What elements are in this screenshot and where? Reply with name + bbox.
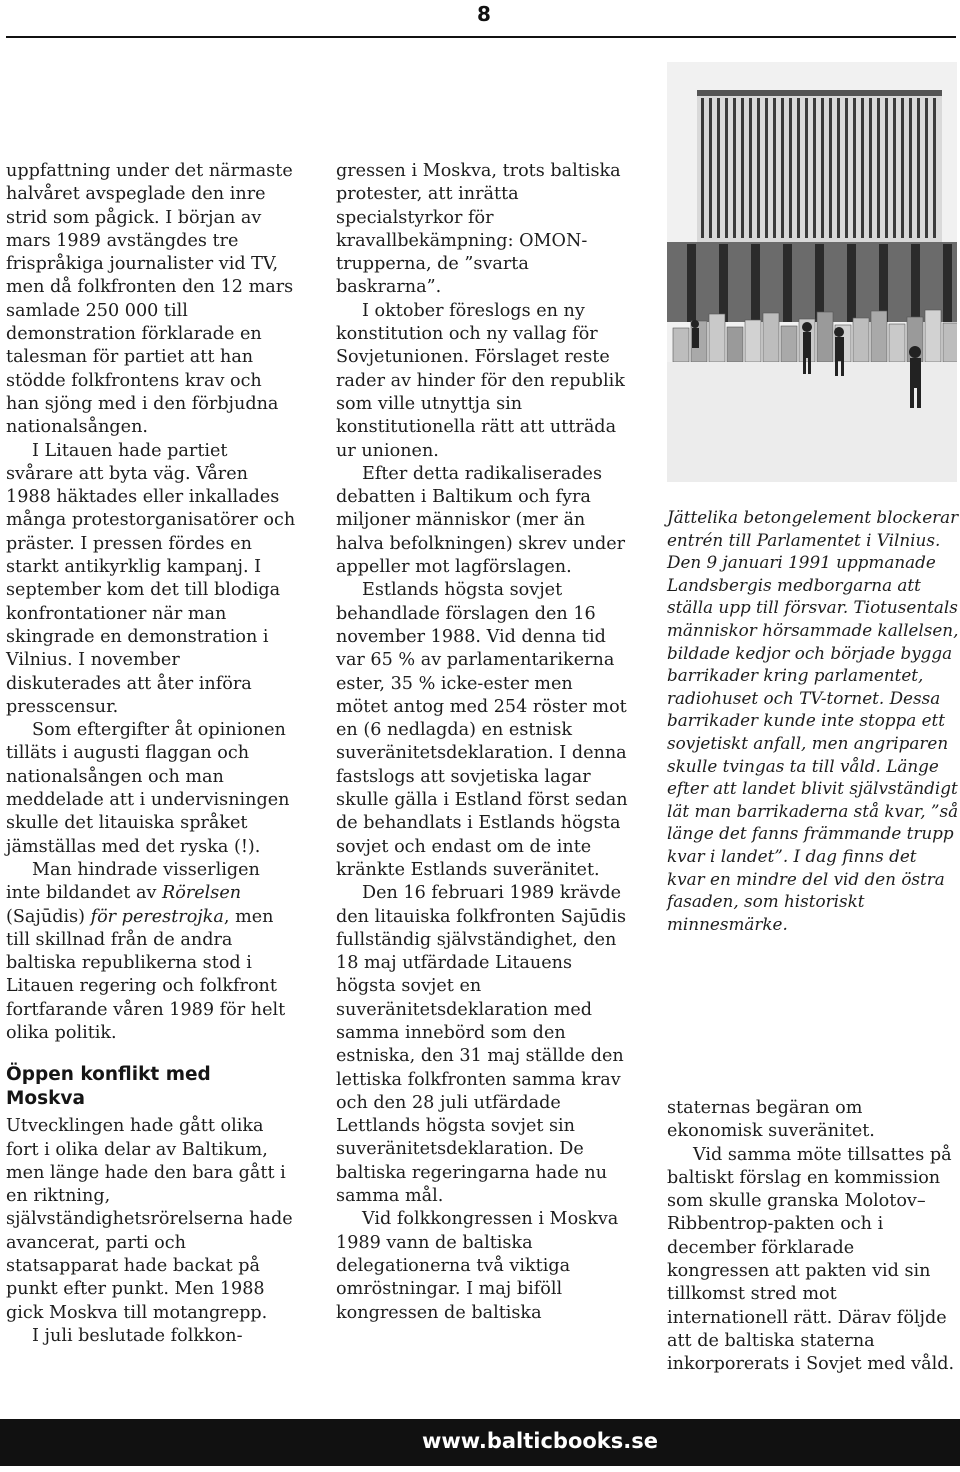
paragraph: I oktober föreslogs en ny konstitution och ny vallag för Sovjetunionen. Förslaget reste rader av hinder för den republik som ville utnyttja sin konstitutionella rätt att utträda ur unionen. [336, 300, 625, 461]
text-run: , men till skillnad från de andra baltiska republikerna stod i Litauen regering och folkfront fortfarande våren 1989 för helt olika politik. [6, 906, 286, 1043]
paragraph: Efter detta radikaliserades debatten i Baltikum och fyra miljoner människor (mer än halva befolkningen) skrev under appeller mot lagförslagen. [336, 463, 626, 578]
photo-caption: Jättelika betongelement blockerar entrén till Parlamentet i Vilnius. Den 9 januari 1991 uppmanade Landsbergis medborgarna att ställa upp till försvar. Tiotusentals människor hörsammade kallelsen, bildade kedjor och började bygga barrikader kring parlamentet, radiohuset och TV-tornet. Dessa barrikader kunde inte stoppa ett sovjetiskt anfall, men angriparen skulle tvingas ta till våld. Länge efter att landet blivit självständigt lät man barrikaderna stå kvar, ”så länge det fanns främmande trupp kvar i landet”. I dag finns det kvar en mindre del vid den östra fasaden, som historiskt minnesmärke. [667, 507, 959, 934]
top-rule [6, 36, 956, 38]
footer-url: www.balticbooks.se [422, 1429, 658, 1453]
paragraph: Som eftergifter åt opinionen tilläts i augusti flaggan och nationalsången och man meddelade att i undervisningen skulle det litauiska språket jämställas med det ryska (!). [6, 720, 290, 857]
text-column-3 [667, 1097, 957, 1377]
paragraph: staternas begäran om ekonomisk suveränitet. [667, 1098, 875, 1142]
paragraph: Utvecklingen hade gått olika fort i olika delar av Baltikum, men länge hade den bara gått i en riktning, självständighetsrörelserna hade avancerat, parti och statsapparat hade backat på punkt efter punkt. Men 1988 gick Moskva till motangrepp. [6, 1116, 293, 1323]
italic-term-rorelsen: Rörelsen [162, 883, 242, 904]
photo-parliament-barricades-icon [667, 62, 957, 482]
section-heading: Öppen konflikt med Moskva [6, 1064, 211, 1110]
paragraph: uppfattning under det närmaste halvåret avspeglade den inre strid som pågick. I början av mars 1989 avstängdes tre frispråkiga journalister vid TV, men då folkfronten den 12 mars samlade 250 000 till demonstration förklarade en talesman för partiet att han stödde folkfrontens krav och han sjöng med i den förbjudna nationalsången. [6, 161, 294, 438]
italic-term-perestrojka: för perestrojka [90, 906, 224, 927]
paragraph: Vid samma möte tillsattes på baltiskt förslag en kommission som skulle granska Molotov–Ribbentrop-pakten och i december förklarade kongressen att pakten vid sin tillkomst stred mot internationell rätt. Därav följde att de baltiska staterna inkorporerats i Sovjet med våld. [667, 1144, 955, 1375]
paragraph: Vid folkkongressen i Moskva 1989 vann de baltiska delegationerna två viktiga omröstningar. I maj biföll kongressen de baltiska [336, 1209, 619, 1323]
text-column-1 [6, 160, 296, 1348]
paragraph: Den 16 februari 1989 krävde den litauiska folkfronten Sajūdis fullständig självständighet, den 18 maj utfärdade Litauens högsta sovjet en suveränitetsdeklaration med samma innebörd som den estniska, den 31 maj ställde den lettiska folkfronten samma krav och den 28 juli utfärdade Lettlands högsta sovjet sin suveränitetsdeklaration. De baltiska regeringarna hade nu samma mål. [336, 883, 627, 1207]
footer-bar [0, 1419, 960, 1466]
text-run: Man hindrade visserligen inte bildandet av [6, 859, 260, 904]
parliament-photo [667, 62, 957, 482]
text-column-2 [336, 160, 628, 1325]
paragraph [6, 859, 296, 1045]
paragraph: Estlands högsta sovjet behandlade förslagen den 16 november 1988. Vid denna tid var 65 % av parlamentarikerna ester, 35 % icke-ester men mötet antog med 254 röster mot en (6 nedlagda) en estnisk suveränitetsdeklaration. I denna fastslogs att sovjetiska lagar skulle gälla i Estland först sedan de behandlats i Estlands högsta sovjet och endast om de inte kränkte Estlands suveränitet. [336, 580, 628, 880]
paragraph: I juli beslutade folkkon- [32, 1325, 243, 1346]
paragraph: I Litauen hade partiet svårare att byta väg. Våren 1988 häktades eller inkallades många protestorganisatörer och präster. I pressen fördes en starkt antikyrklig kampanj. I september kom det till blodiga konfrontationer när man skingrade en demonstration i Vilnius. I november diskuterades att åter införa presscensur. [6, 440, 296, 717]
text-run: (Sajūdis) [6, 906, 91, 927]
paragraph: gressen i Moskva, trots baltiska protester, att inrätta specialstyrkor för kravallbekämpning: OMON-trupperna, de ”svarta baskrarna”. [336, 161, 621, 298]
page-number: 8 [477, 2, 491, 26]
